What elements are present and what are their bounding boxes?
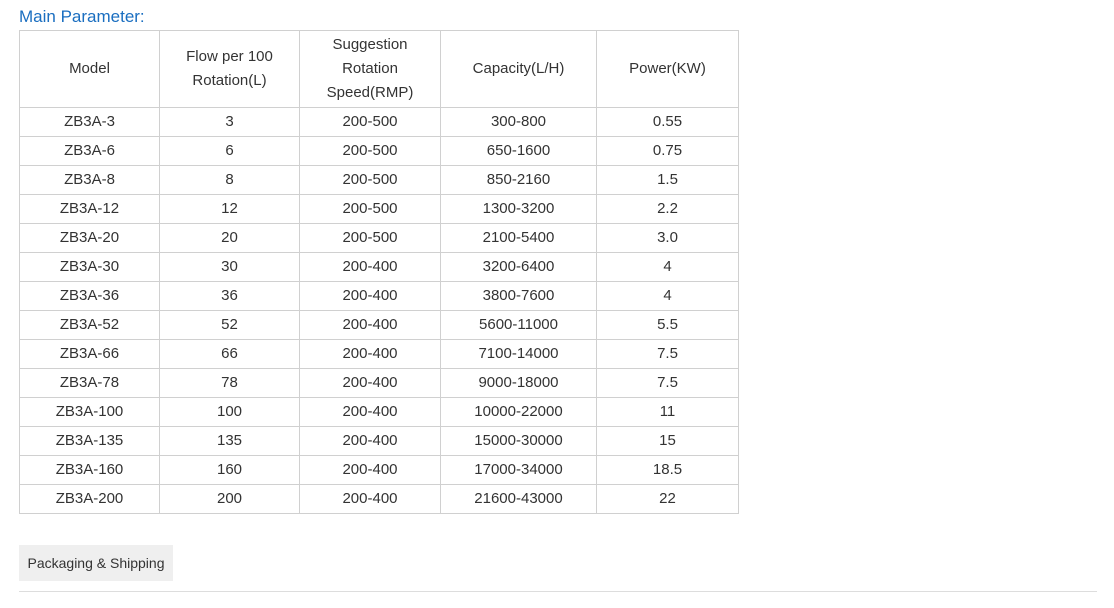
cell-model: ZB3A-52	[20, 311, 160, 340]
cell-rotation-speed: 200-400	[300, 282, 441, 311]
table-row	[20, 311, 739, 340]
cell-capacity: 7100-14000	[441, 340, 597, 369]
cell-capacity: 17000-34000	[441, 456, 597, 485]
cell-power: 7.5	[597, 369, 739, 398]
cell-rotation-speed: 200-500	[300, 137, 441, 166]
cell-rotation-speed: 200-400	[300, 340, 441, 369]
cell-rotation-speed: 200-400	[300, 253, 441, 282]
cell-model: ZB3A-160	[20, 456, 160, 485]
cell-power: 15	[597, 427, 739, 456]
tab-packaging-shipping[interactable]: Packaging & Shipping	[19, 545, 173, 581]
cell-power: 0.75	[597, 137, 739, 166]
table-row	[20, 398, 739, 427]
cell-rotation-speed: 200-400	[300, 427, 441, 456]
parameter-table	[19, 30, 739, 514]
cell-rotation-speed: 200-400	[300, 456, 441, 485]
cell-rotation-speed: 200-500	[300, 108, 441, 137]
cell-capacity: 5600-11000	[441, 311, 597, 340]
cell-power: 2.2	[597, 195, 739, 224]
cell-flow: 100	[160, 398, 300, 427]
cell-model: ZB3A-135	[20, 427, 160, 456]
cell-flow: 6	[160, 137, 300, 166]
cell-power: 4	[597, 282, 739, 311]
table-row	[20, 253, 739, 282]
table-body	[20, 108, 739, 514]
cell-model: ZB3A-6	[20, 137, 160, 166]
table-row	[20, 108, 739, 137]
table-row	[20, 166, 739, 195]
cell-model: ZB3A-8	[20, 166, 160, 195]
cell-rotation-speed: 200-400	[300, 398, 441, 427]
cell-rotation-speed: 200-500	[300, 195, 441, 224]
cell-flow: 36	[160, 282, 300, 311]
cell-power: 11	[597, 398, 739, 427]
cell-flow: 160	[160, 456, 300, 485]
cell-rotation-speed: 200-400	[300, 369, 441, 398]
cell-model: ZB3A-30	[20, 253, 160, 282]
cell-power: 0.55	[597, 108, 739, 137]
divider	[19, 591, 1097, 592]
cell-model: ZB3A-66	[20, 340, 160, 369]
table-row	[20, 340, 739, 369]
cell-capacity: 10000-22000	[441, 398, 597, 427]
cell-power: 7.5	[597, 340, 739, 369]
cell-flow: 12	[160, 195, 300, 224]
cell-model: ZB3A-20	[20, 224, 160, 253]
cell-flow: 30	[160, 253, 300, 282]
cell-model: ZB3A-100	[20, 398, 160, 427]
cell-capacity: 300-800	[441, 108, 597, 137]
cell-power: 4	[597, 253, 739, 282]
table-row	[20, 282, 739, 311]
cell-flow: 8	[160, 166, 300, 195]
cell-capacity: 850-2160	[441, 166, 597, 195]
cell-capacity: 3200-6400	[441, 253, 597, 282]
cell-flow: 135	[160, 427, 300, 456]
cell-capacity: 21600-43000	[441, 485, 597, 514]
cell-flow: 3	[160, 108, 300, 137]
cell-model: ZB3A-12	[20, 195, 160, 224]
cell-power: 3.0	[597, 224, 739, 253]
cell-rotation-speed: 200-400	[300, 485, 441, 514]
header-model: Model	[20, 31, 160, 108]
cell-capacity: 650-1600	[441, 137, 597, 166]
cell-rotation-speed: 200-500	[300, 166, 441, 195]
cell-model: ZB3A-200	[20, 485, 160, 514]
table-row	[20, 369, 739, 398]
table-row	[20, 224, 739, 253]
cell-flow: 66	[160, 340, 300, 369]
cell-power: 5.5	[597, 311, 739, 340]
header-suggestion-rotation-speed: Suggestion Rotation Speed(RMP)	[300, 31, 441, 108]
cell-flow: 20	[160, 224, 300, 253]
table-row	[20, 195, 739, 224]
table-row	[20, 137, 739, 166]
cell-capacity: 1300-3200	[441, 195, 597, 224]
cell-capacity: 9000-18000	[441, 369, 597, 398]
cell-flow: 200	[160, 485, 300, 514]
header-capacity: Capacity(L/H)	[441, 31, 597, 108]
cell-flow: 78	[160, 369, 300, 398]
cell-power: 1.5	[597, 166, 739, 195]
table-row	[20, 456, 739, 485]
header-flow-per-100-rotation: Flow per 100 Rotation(L)	[160, 31, 300, 108]
table-header-row	[20, 31, 739, 108]
cell-flow: 52	[160, 311, 300, 340]
cell-capacity: 2100-5400	[441, 224, 597, 253]
cell-power: 18.5	[597, 456, 739, 485]
cell-capacity: 15000-30000	[441, 427, 597, 456]
cell-model: ZB3A-36	[20, 282, 160, 311]
cell-capacity: 3800-7600	[441, 282, 597, 311]
cell-model: ZB3A-3	[20, 108, 160, 137]
table-row	[20, 427, 739, 456]
cell-model: ZB3A-78	[20, 369, 160, 398]
cell-power: 22	[597, 485, 739, 514]
header-power: Power(KW)	[597, 31, 739, 108]
table-row	[20, 485, 739, 514]
section-title: Main Parameter:	[19, 7, 145, 26]
cell-rotation-speed: 200-500	[300, 224, 441, 253]
cell-rotation-speed: 200-400	[300, 311, 441, 340]
